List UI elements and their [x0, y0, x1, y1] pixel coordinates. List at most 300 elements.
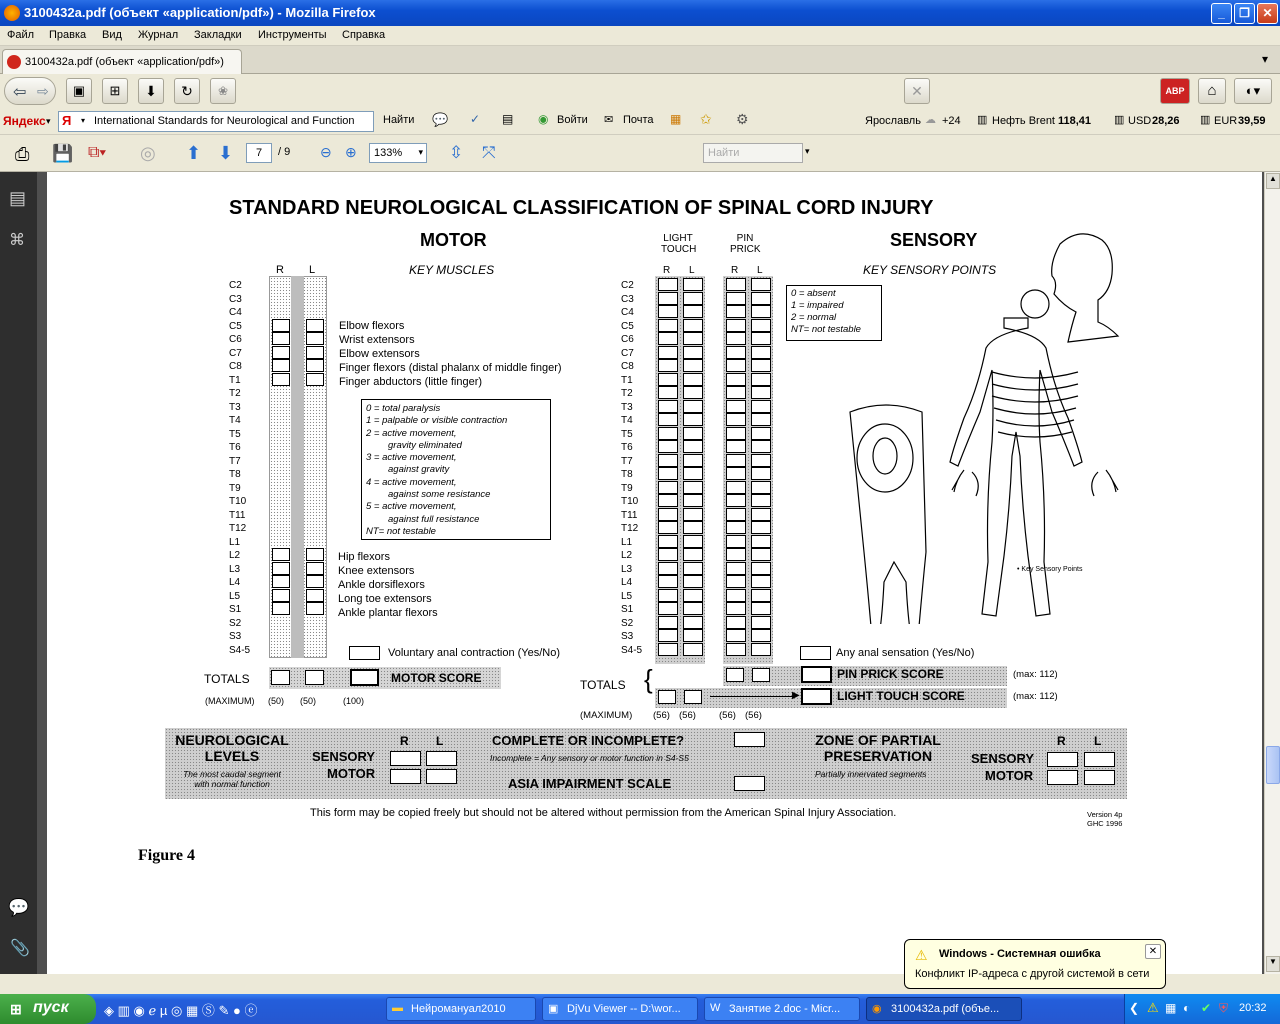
tray-expand-icon[interactable]: ❮ — [1129, 1001, 1140, 1015]
pin-prick-l-box — [751, 548, 771, 561]
zoom-dropdown-icon: ▾ — [418, 147, 423, 157]
pdf-page — [47, 172, 1262, 974]
menu-help[interactable]: Справка — [342, 29, 386, 41]
motor-scale-0: 0 = total paralysis — [366, 403, 441, 414]
light-touch-l-box — [683, 278, 703, 291]
pin-prick-l-box — [751, 359, 771, 372]
sacral-outline — [857, 424, 913, 492]
motor-level-label: C3 — [229, 293, 242, 305]
save-icon[interactable]: 💾 — [52, 144, 74, 163]
light-touch-r-box — [658, 629, 678, 642]
volume-tray-icon[interactable]: ◐ — [1183, 1001, 1191, 1015]
motor-level-label: T8 — [229, 469, 241, 480]
download-icon[interactable]: ⬇ — [138, 78, 164, 104]
task-word[interactable] — [704, 997, 860, 1021]
yandex-field-dropdown-icon[interactable]: ▾ — [81, 116, 86, 125]
system-error-balloon[interactable] — [904, 939, 1166, 989]
bag-icon[interactable]: ▦ — [670, 112, 682, 126]
pin-prick-r-box — [726, 481, 746, 494]
eur-label[interactable]: EUR — [1214, 115, 1238, 127]
light-touch-score-box — [801, 688, 832, 705]
motor-scale-5: 5 = active movement, — [366, 501, 457, 513]
pin-prick-r-box — [726, 400, 746, 413]
network-tray-icon[interactable]: ▦ — [1165, 1001, 1177, 1015]
light-touch-l-box — [683, 413, 703, 426]
motor-level-label: L1 — [229, 536, 241, 548]
menu-edit[interactable]: Правка — [49, 29, 87, 41]
motor-level-label: L3 — [229, 563, 241, 575]
chat-icon[interactable]: 💬 — [432, 112, 449, 127]
neuro-motor-label: MOTOR — [327, 766, 376, 781]
settings-gear-icon[interactable]: ⚙ — [736, 111, 749, 127]
light-touch-r-box — [658, 400, 678, 413]
light-touch-l-box — [683, 629, 703, 642]
pin-prick-r-box — [726, 589, 746, 602]
sensory-level-label: T11 — [621, 509, 638, 521]
pin-prick-line2: PRICK — [730, 244, 761, 255]
pin-prick-r-box — [726, 575, 746, 588]
firefox-launch-icon[interactable]: ◉ — [133, 1003, 145, 1018]
sensory-level-label: T6 — [621, 442, 633, 453]
motor-scale-2b: gravity eliminated — [388, 439, 462, 451]
left-hand-outline — [952, 470, 978, 496]
sensory-level-label: S2 — [621, 617, 634, 629]
light-touch-l-box — [683, 305, 703, 318]
head-profile — [1052, 234, 1118, 342]
pin-prick-l-box — [751, 508, 771, 521]
mail-icon: ✉ — [604, 114, 614, 126]
motor-level-label: T4 — [229, 415, 241, 426]
next-page-icon[interactable]: ⬇ — [218, 143, 234, 163]
light-touch-l-box — [683, 467, 703, 480]
light-touch-r-box — [658, 535, 678, 548]
key-sensory-heading: KEY SENSORY POINTS — [863, 263, 997, 277]
fit-width-icon[interactable]: ⤧ — [482, 143, 496, 162]
pp-max-r: (56) — [719, 710, 736, 721]
explorer-icon[interactable]: ▥ — [117, 1003, 130, 1018]
pin-prick-l-box — [751, 629, 771, 642]
motor-r-box — [272, 589, 290, 602]
light-touch-r-box — [658, 602, 678, 615]
warning-tray-icon[interactable]: ⚠ — [1147, 1000, 1159, 1015]
motor-r-box — [272, 359, 290, 372]
pin-prick-l-box — [751, 400, 771, 413]
usd-value[interactable]: 28,26 — [1152, 115, 1180, 127]
word-icon[interactable]: ⓔ — [244, 1003, 258, 1018]
sensory-level-label: S3 — [621, 631, 634, 642]
tab-list-icon[interactable]: ▾ — [1262, 52, 1269, 66]
login-icon: ◉ — [538, 112, 549, 126]
home-icon[interactable]: ⌂ — [1198, 78, 1226, 104]
basketball-icon[interactable]: ● — [233, 1003, 241, 1018]
pin-prick-l-box — [751, 373, 771, 386]
pin-prick-l-box — [751, 535, 771, 548]
pin-prick-r-box — [726, 278, 746, 291]
pin-prick-r-box — [726, 332, 746, 345]
scroll-thumb[interactable] — [1266, 746, 1280, 784]
page-number-input[interactable]: 7 — [246, 143, 272, 163]
sensory-level-label: C8 — [621, 361, 634, 372]
motor-l-header: L — [309, 264, 316, 276]
motor-l-box — [306, 373, 324, 386]
motor-score-label: MOTOR SCORE — [391, 671, 482, 685]
start-label: пуск — [33, 999, 69, 1016]
neuro-levels-line2: LEVELS — [204, 748, 260, 764]
zoom-select[interactable] — [369, 143, 427, 163]
lt-arrow-line — [710, 696, 794, 697]
addon-icon[interactable]: ❀ — [210, 78, 236, 104]
sensory-level-label: T10 — [621, 496, 639, 507]
back-forward-button[interactable] — [4, 77, 56, 105]
yandex-search-field[interactable] — [58, 111, 374, 132]
muscle-knee-extensors: Knee extensors — [338, 565, 415, 577]
sensory-level-label: T2 — [621, 388, 633, 399]
totals-brace: { — [644, 664, 653, 694]
find-dropdown-icon[interactable]: ▾ — [805, 146, 810, 156]
menu-view[interactable]: Вид — [102, 29, 122, 41]
light-touch-l-box — [683, 616, 703, 629]
motor-r-box — [272, 562, 290, 575]
pin-prick-r-box — [726, 548, 746, 561]
menu-file[interactable]: Файл — [7, 29, 35, 41]
sensory-scale-2: 2 = normal — [791, 312, 837, 323]
minimize-button[interactable]: _ — [1211, 3, 1232, 24]
zoom-in-icon[interactable]: ⊕ — [345, 144, 357, 160]
eur-value[interactable]: 39,59 — [1238, 115, 1266, 127]
weather-temp[interactable]: +24 — [942, 115, 961, 127]
light-touch-l-box — [683, 521, 703, 534]
task-label-1: Нейромануал2010 — [411, 1003, 506, 1015]
motor-level-label: S3 — [229, 631, 242, 642]
sensory-level-label: T1 — [621, 374, 633, 386]
light-touch-r-box — [658, 278, 678, 291]
stop-icon[interactable]: ✕ — [904, 78, 930, 104]
sacral-center — [873, 438, 897, 474]
windows-logo-icon: ⊞ — [10, 1001, 22, 1017]
incomplete-note: Incomplete = Any sensory or motor function in S4-S5 — [490, 753, 689, 763]
motor-level-label: C5 — [229, 320, 242, 332]
yandex-search-input[interactable]: International Standards for Neurological and Function — [94, 115, 355, 127]
motor-r-box — [272, 332, 290, 345]
comments-icon[interactable]: 💬 — [8, 898, 30, 917]
light-touch-r-box — [658, 292, 678, 305]
sensory-heading: SENSORY — [890, 230, 978, 250]
light-touch-r-box — [658, 440, 678, 453]
word-doc-icon: W — [710, 1002, 721, 1014]
close-button[interactable]: ✕ — [1257, 3, 1278, 24]
menu-tools[interactable]: Инструменты — [258, 29, 327, 41]
neuro-sensory-label: SENSORY — [312, 749, 376, 764]
print-icon[interactable]: ⎙ — [15, 144, 30, 164]
pin-prick-l-box — [751, 386, 771, 399]
motor-level-label: T7 — [229, 455, 241, 467]
motor-scale-1: 1 = palpable or visible contraction — [366, 415, 508, 427]
pin-prick-l-box — [751, 305, 771, 318]
motor-l-box — [306, 575, 324, 588]
light-touch-l-box — [683, 494, 703, 507]
light-touch-l-box — [683, 535, 703, 548]
pin-prick-l-box — [751, 319, 771, 332]
light-touch-l-box — [683, 373, 703, 386]
zone-sensory-l-box — [1084, 752, 1115, 767]
motor-level-label: L5 — [229, 590, 241, 602]
fit-page-icon[interactable]: ⇳ — [449, 143, 464, 162]
light-touch-l-box — [683, 643, 703, 656]
light-touch-line2: TOUCH — [661, 244, 697, 255]
globe-icon[interactable]: ◐▾ — [1234, 78, 1272, 104]
pdf-find-input[interactable]: Найти — [703, 143, 803, 163]
pin-prick-r-box — [726, 562, 746, 575]
antivirus-tray-icon[interactable]: ⛨ — [1219, 1001, 1229, 1015]
lt-max-l: (56) — [679, 710, 696, 721]
utorrent-icon[interactable]: µ — [159, 1003, 168, 1018]
task-djvu[interactable] — [542, 997, 698, 1021]
balloon-close-icon[interactable]: ✕ — [1145, 944, 1161, 959]
light-touch-l-box — [683, 346, 703, 359]
sensory-level-label: L2 — [621, 550, 633, 561]
yandex-toolbar — [0, 108, 1280, 135]
motor-l-box — [306, 346, 324, 359]
pin-prick-r-box — [726, 629, 746, 642]
pp-total-r-box — [726, 668, 744, 682]
oil-value[interactable]: 118,41 — [1058, 115, 1092, 127]
balloon-title: Windows - Системная ошибка — [939, 948, 1101, 960]
thoracic-dermatome-lines — [992, 372, 1078, 437]
motor-level-label: S4-5 — [229, 644, 251, 656]
reload-icon[interactable]: ↻ — [174, 78, 200, 104]
pin-prick-r-box — [726, 373, 746, 386]
light-touch-l-box — [683, 602, 703, 615]
zone-l-header: L — [1094, 734, 1102, 748]
pp-max-l: (56) — [745, 710, 762, 721]
collaborate-icon[interactable]: ◎ — [140, 143, 156, 163]
sensory-level-label: T3 — [621, 401, 633, 413]
motor-total-l-box — [305, 670, 324, 685]
clock[interactable]: 20:32 — [1239, 1002, 1267, 1014]
lt-total-r-box — [658, 690, 676, 704]
cloud-icon: ☁ — [925, 114, 936, 126]
motor-level-label: T2 — [229, 388, 241, 399]
zone-subtitle: Partially innervated segments — [815, 769, 927, 779]
ie-icon[interactable]: ℯ — [148, 1003, 157, 1018]
start-button[interactable] — [0, 994, 96, 1024]
light-touch-r-box — [658, 359, 678, 372]
djvu-icon: ▣ — [548, 1003, 559, 1015]
star-icon[interactable]: ✩ — [700, 111, 712, 127]
vertical-scrollbar[interactable] — [1264, 172, 1280, 974]
task-neuromanual[interactable] — [386, 997, 536, 1021]
sensory-level-label: C7 — [621, 347, 634, 359]
eur-chart-icon: ▥ — [1200, 114, 1211, 126]
usd-label[interactable]: USD — [1128, 115, 1152, 127]
zoom-value: 133% — [374, 147, 403, 159]
previous-page-icon[interactable]: ⬆ — [186, 143, 202, 163]
sensory-level-label: T12 — [621, 523, 639, 534]
motor-total-r-box — [271, 670, 290, 685]
light-touch-l-box — [683, 481, 703, 494]
yandex-login-button[interactable]: Войти — [557, 114, 588, 126]
pdf-toolbar — [0, 136, 1280, 172]
sensory-level-label: C6 — [621, 334, 634, 345]
show-desktop-icon[interactable]: ◈ — [104, 1003, 114, 1018]
back-view-figure — [850, 405, 926, 624]
light-touch-r-box — [658, 616, 678, 629]
zone-sensory-label: SENSORY — [971, 751, 1035, 766]
yandex-y-icon: Я — [62, 113, 72, 128]
light-touch-l-box — [683, 575, 703, 588]
lt-r-header: R — [663, 265, 671, 276]
yandex-find-button[interactable]: Найти — [383, 114, 415, 126]
attachment-icon[interactable]: 📎 — [10, 940, 30, 957]
motor-level-label: T6 — [229, 442, 241, 453]
light-touch-l-box — [683, 562, 703, 575]
pin-prick-r-box — [726, 521, 746, 534]
sensory-level-label: L5 — [621, 590, 633, 602]
motor-level-label: T12 — [229, 523, 247, 534]
motor-heading: MOTOR — [420, 230, 487, 250]
translate-page-icon[interactable]: ▤ — [502, 112, 514, 126]
oil-label[interactable]: Нефть Brent — [992, 115, 1055, 127]
motor-scale-nt: NT= not testable — [366, 525, 436, 537]
light-touch-l-box — [683, 400, 703, 413]
light-touch-r-box — [658, 548, 678, 561]
yandex-dropdown-icon[interactable]: ▾ — [46, 116, 51, 126]
pin-prick-r-box — [726, 643, 746, 656]
tab-pdf[interactable] — [2, 49, 242, 74]
any-anal-box — [800, 646, 831, 660]
muscle-long-toe-extensors: Long toe extensors — [338, 593, 432, 605]
zone-sensory-r-box — [1047, 752, 1078, 767]
pin-prick-r-box — [726, 616, 746, 629]
motor-level-label: S1 — [229, 604, 242, 615]
light-touch-r-box — [658, 305, 678, 318]
sensory-level-label: C4 — [621, 307, 634, 318]
motor-l-box — [306, 548, 324, 561]
skype-icon[interactable]: Ⓢ — [201, 1003, 215, 1018]
binoculars-icon[interactable]: ⌘ — [9, 232, 25, 249]
warning-icon: ⚠ — [915, 947, 928, 963]
front-head — [1021, 290, 1049, 318]
film-icon[interactable]: ▦ — [185, 1003, 199, 1018]
motor-l-box — [306, 602, 324, 615]
motor-r-box — [272, 319, 290, 332]
navigation-toolbar — [0, 74, 1280, 108]
motor-scale-3: 3 = active movement, — [366, 452, 457, 464]
motor-totals-label: TOTALS — [204, 672, 250, 686]
motor-level-label: T5 — [229, 428, 241, 440]
neuro-sensory-r-box — [390, 751, 421, 766]
pdf-export-icon[interactable]: ⧉▾ — [88, 144, 107, 161]
paint-icon[interactable]: ✎ — [218, 1003, 230, 1018]
motor-l-box — [306, 562, 324, 575]
media-icon[interactable]: ◎ — [170, 1003, 183, 1018]
light-touch-r-box — [658, 481, 678, 494]
zone-line2: PRESERVATION — [823, 748, 933, 764]
motor-level-label: C6 — [229, 334, 242, 345]
form-title: STANDARD NEUROLOGICAL CLASSIFICATION OF SPINAL CORD INJURY — [229, 197, 934, 219]
motor-scale-4: 4 = active movement, — [366, 476, 457, 488]
motor-max-r: (50) — [268, 696, 285, 706]
light-touch-l-box — [683, 359, 703, 372]
scroll-down-icon[interactable]: ▼ — [1266, 956, 1280, 972]
pages-panel-icon[interactable]: ▤ — [9, 188, 27, 208]
new-window-icon[interactable]: ▣ — [66, 78, 92, 104]
muscle-elbow-extensors: Elbow extensors — [339, 348, 420, 360]
spellcheck-icon[interactable]: ✓ — [470, 112, 481, 126]
light-touch-max: (max: 112) — [1013, 691, 1058, 702]
light-touch-r-box — [658, 413, 678, 426]
menu-bookmarks[interactable]: Закладки — [194, 29, 242, 41]
muscle-finger-abductors: Finger abductors (little finger) — [339, 376, 483, 388]
sensory-scale-0: 0 = absent — [791, 288, 836, 299]
pin-prick-r-box — [726, 386, 746, 399]
adblock-icon[interactable]: ABP — [1160, 78, 1190, 104]
neuro-motor-l-box — [426, 769, 457, 784]
motor-maximum-label: (MAXIMUM) — [205, 696, 255, 706]
maximize-button[interactable]: ❐ — [1234, 3, 1255, 24]
pin-prick-l-box — [751, 562, 771, 575]
lower-muscles-list — [338, 550, 438, 620]
pin-prick-l-box — [751, 575, 771, 588]
scroll-up-icon[interactable]: ▲ — [1266, 173, 1280, 189]
task-firefox-active[interactable] — [866, 997, 1022, 1021]
motor-r-box — [272, 346, 290, 359]
pin-prick-r-box — [726, 346, 746, 359]
new-tab-icon[interactable]: ⊞ — [102, 78, 128, 104]
zone-motor-label: MOTOR — [985, 768, 1034, 783]
motor-l-box — [306, 359, 324, 372]
sensory-level-label: C2 — [621, 280, 634, 291]
pin-prick-score-box — [801, 666, 832, 683]
motor-level-label: S2 — [229, 617, 242, 629]
motor-l-box — [306, 589, 324, 602]
yandex-mail-button[interactable]: Почта — [623, 114, 654, 126]
weather-city[interactable]: Ярославль — [865, 115, 921, 127]
light-touch-r-box — [658, 346, 678, 359]
muscle-finger-flexors: Finger flexors (distal phalanx of middle finger) — [339, 362, 562, 374]
motor-level-label: C7 — [229, 347, 242, 359]
any-anal-label: Any anal sensation (Yes/No) — [836, 647, 975, 659]
zone-partial-heading — [807, 732, 949, 764]
pin-prick-l-box — [751, 467, 771, 480]
menu-history[interactable]: Журнал — [138, 29, 179, 41]
upper-muscles-list — [339, 319, 562, 389]
light-touch-score-label: LIGHT TOUCH SCORE — [837, 689, 965, 703]
security-tray-icon[interactable]: ✔ — [1201, 1001, 1212, 1015]
voluntary-anal-box — [349, 646, 380, 660]
light-touch-l-box — [683, 386, 703, 399]
balloon-text: Конфликт IP-адреса с другой системой в сети — [915, 968, 1150, 980]
light-touch-l-box — [683, 454, 703, 467]
pin-prick-heading — [730, 233, 760, 255]
task-label-2: DjVu Viewer -- D:\wor... — [567, 1003, 681, 1015]
yandex-logo[interactable]: Яндекс — [3, 114, 46, 128]
zoom-out-icon[interactable]: ⊖ — [320, 144, 332, 160]
pin-prick-l-box — [751, 481, 771, 494]
tab-label: 3100432a.pdf (объект «application/pdf») — [25, 56, 224, 68]
pin-prick-r-box — [726, 305, 746, 318]
pin-prick-r-box — [726, 508, 746, 521]
motor-l-box — [306, 332, 324, 345]
sensory-totals-label: TOTALS — [580, 678, 626, 692]
menu-bar — [0, 26, 1280, 46]
light-touch-l-box — [683, 292, 703, 305]
pin-prick-r-box — [726, 467, 746, 480]
form-version — [1087, 810, 1122, 828]
usd-chart-icon: ▥ — [1114, 114, 1125, 126]
sensory-level-label: T9 — [621, 482, 633, 494]
pin-prick-r-box — [726, 440, 746, 453]
